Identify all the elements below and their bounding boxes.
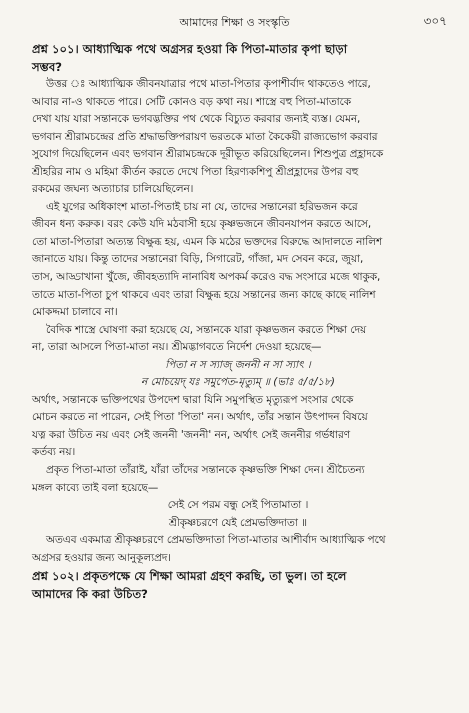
paragraph-line: জানাতে যায়। কিন্তু তাদের সন্তানেরা বিড়ি, সিগারেট, গাঁজা, মদ সেবন করে, জুয়া, bbox=[32, 253, 364, 266]
verse-line: সেই সে পরম বন্ধু সেই পিতামাতা । bbox=[167, 499, 309, 512]
question-101-line-1: প্রশ্ন ১০১। আধ্যাত্মিক পথে অগ্রসর হওয়া কি পিতা-মাতার কৃপা ছাড়া bbox=[32, 42, 348, 56]
paragraph-line: তাস, আড্ডাখানা খুঁজে, জীবহত্যাদি নানাবিধ অপকর্ম করেও বদ্ধ সংসারে মজে থাকুক, bbox=[32, 271, 381, 284]
question-102-line-2: আমাদের কি করা উচিত? bbox=[32, 587, 148, 602]
question-101 bbox=[32, 40, 444, 76]
answer-line: শ্রীহরির নাম ও মহিমা কীর্তন করতে দেখে পিতা হিরণ্যকশিপু শ্রীপ্রহ্লাদের উপর বহু bbox=[32, 165, 359, 178]
page-number: ৩০৭ bbox=[423, 14, 447, 28]
paragraph-line: বৈদিক শাস্ত্রে ঘোষণা করা হয়েছে যে, সন্তানকে যারা কৃষ্ণভজন করতে শিক্ষা দেয় bbox=[46, 323, 367, 336]
paragraph-line: কর্তব্য নয়। bbox=[32, 446, 76, 459]
paragraph-line: না, তারা আসলে পিতা-মাতা নয়। শ্রীমদ্ভাগবতে নির্দেশ দেওয়া হয়েছে— bbox=[32, 341, 322, 354]
running-header bbox=[0, 10, 469, 32]
answer-line: রকমের জঘন্য অত্যাচার চালিয়েছিলেন। bbox=[32, 183, 194, 196]
paragraph-line: তাতে মাতা-পিতা চুপ থাকবে এবং তারা বিক্ষুব্ধ হয়ে সন্তানের জন্য কাছে কাছে নালিশ bbox=[32, 288, 376, 301]
verse-line: ন মোচয়েদ্ যঃ সমুপেত-মৃত্যুম্ ॥ (ভাঃ ৫/৫/১৮) bbox=[141, 376, 335, 389]
bengali-verse-2 bbox=[32, 497, 444, 532]
answer-101-paragraph-6 bbox=[32, 532, 444, 567]
paragraph-line: মঙ্গল কাব্যে তাই বলা হয়েছে— bbox=[32, 481, 159, 494]
question-101-line-2: সম্ভব? bbox=[32, 60, 63, 74]
answer-101-paragraph-1 bbox=[32, 76, 444, 199]
answer-line: দেখা যায় যারা সন্তানকে ভগবদ্ভক্তির পথ থেকে বিচ্যুত করবার জন্যই ব্যস্ত। যেমন, bbox=[32, 113, 361, 126]
answer-101-paragraph-3 bbox=[32, 322, 444, 357]
question-102-line-1: প্রশ্ন ১০২। প্রকৃতপক্ষে যে শিক্ষা আমরা গ্রহণ করছি, তা ভুল। তা হলে bbox=[32, 569, 347, 584]
paragraph-line: অগ্রসর হওয়ার জন্য আনুকূল্যপ্রদ। bbox=[32, 551, 172, 564]
running-title: আমাদের শিক্ষা ও সংস্কৃতি bbox=[179, 16, 290, 29]
paragraph-line: মোচন করতে না পারেন, সেই পিতা 'পিতা' নন। অর্থাৎ, তাঁর সন্তান উৎপাদন বিষয়ে bbox=[32, 411, 368, 424]
paragraph-line: অর্থাৎ, সন্তানকে ভক্তিপথের উপদেশ দ্বারা যিনি সমুপস্থিত মৃত্যুরূপ সংসার থেকে bbox=[32, 393, 354, 406]
answer-line: আবার না-ও থাকতে পারে। সেটি কোনও বড় কথা নয়। শাস্ত্রে বহু পিতা-মাতাকে bbox=[32, 95, 352, 108]
verse-line: শ্রীকৃষ্ণচরণে যেই প্রেমভক্তিদাতা ॥ bbox=[168, 516, 308, 529]
paragraph-line: প্রকৃত পিতা-মাতা তাঁরাই, যাঁরা তাঁদের সন্তানকে কৃষ্ণভক্তি শিক্ষা দেন। শ্রীচৈতন্য bbox=[46, 464, 365, 477]
answer-101-paragraph-4 bbox=[32, 392, 444, 462]
answer-101-paragraph-2 bbox=[32, 199, 444, 322]
paragraph-line: যত্ন করা উচিত নয় এবং সেই জননী 'জননী' নন, অর্থাৎ সেই জননীর গর্ভধারণ bbox=[32, 428, 350, 441]
paragraph-line: মোকদ্দমা চালাবে না। bbox=[32, 306, 118, 319]
question-102 bbox=[32, 567, 444, 603]
answer-line: উত্তর ঃ আধ্যাত্মিক জীবনযাত্রার পথে মাতা-পিতার কৃপাশীর্বাদ থাকতেও পারে, bbox=[46, 78, 371, 90]
verse-line: পিতা ন স স্যাজ্ জননী ন সা স্যাৎ । bbox=[165, 358, 311, 371]
paragraph-line: জীবন ধন্য করুক। বরং কেউ যদি মঠবাসী হয়ে কৃষ্ণভজনে জীবনযাপন করতে আসে, bbox=[32, 218, 372, 231]
answer-line: ভগবান শ্রীরামচন্দ্রের প্রতি শ্রদ্ধাভক্তিপরায়ণ ভরতকে মাতা কৈকেয়ী রাজ্যভোগ করবার bbox=[32, 130, 378, 143]
answer-line: সুযোগ দিয়েছিলেন এবং ভগবান শ্রীরামচন্দ্রকে দূরীভূত করিয়েছিলেন। শিশুপুত্র প্রহ্লাদকে bbox=[32, 148, 384, 161]
sanskrit-verse-1 bbox=[32, 357, 444, 392]
paragraph-line: অতএব একমাত্র শ্রীকৃষ্ণচরণে প্রেমভক্তিদাতা পিতা-মাতার আশীর্বাদ আধ্যাত্মিক পথে bbox=[46, 534, 386, 547]
paragraph-line: তো মাতা-পিতারা অত্যন্ত বিক্ষুব্ধ হয়, এমন কি মঠের ভক্তদের বিরুদ্ধে আদালতে নালিশ bbox=[32, 235, 383, 248]
paragraph-line: এই যুগের অধিকাংশ মাতা-পিতাই চায় না যে, তাদের সন্তানেরা হরিভজন করে bbox=[46, 200, 358, 213]
answer-101-paragraph-5 bbox=[32, 462, 444, 497]
page-body bbox=[32, 40, 444, 603]
